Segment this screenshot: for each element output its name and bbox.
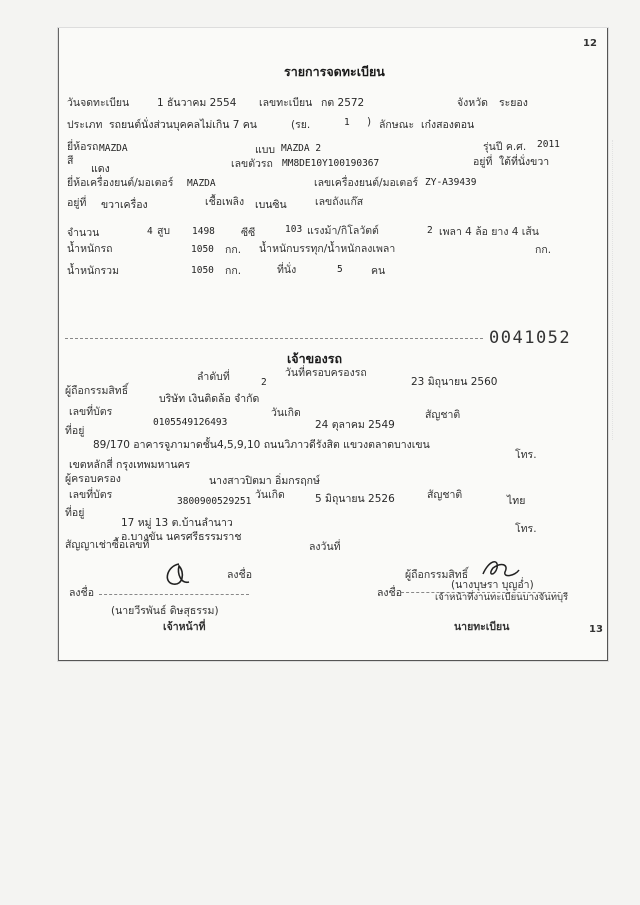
holder-label: ผู้ครอบครอง <box>65 473 121 485</box>
weight-value: 1050 <box>191 244 214 255</box>
total-label: น้ำหนักรวม <box>67 265 119 277</box>
order-value: 2 <box>261 377 267 388</box>
model-label: แบบ <box>255 144 276 156</box>
nationality2-label: สัญชาติ <box>427 489 463 501</box>
tel-label-2: โทร. <box>515 523 537 535</box>
address2-label: ที่อยู่ <box>65 507 85 519</box>
gas-label: เลขถังแก๊ส <box>315 196 364 208</box>
scan-edge-artifact <box>612 140 633 440</box>
chassis-value: MM8DE10Y100190367 <box>282 158 380 169</box>
weight-label: น้ำหนักรถ <box>67 243 113 255</box>
officer-name: (นายวีรพันธ์ ดิษสุธรรม) <box>111 605 219 617</box>
registration-sheet <box>58 28 608 661</box>
holder-value: นางสาวปิตมา อิ่มกรฤกษ์ <box>209 475 320 487</box>
engine-brand-label: ยี่ห้อเครื่องยนต์/มอเตอร์ <box>67 177 174 189</box>
axle-value: 2 <box>427 225 433 236</box>
style-label: ลักษณะ <box>379 119 415 131</box>
reg-date-value: 1 ธันวาคม 2554 <box>157 97 237 109</box>
style-value: เก๋งสองตอน <box>421 119 475 131</box>
top-page-number: 12 <box>583 38 597 49</box>
brand-label: ยี่ห้อรถ <box>67 141 99 153</box>
officer-signed-label: ลงชื่อ <box>227 569 252 581</box>
axle-label: เพลา 4 ล้อ ยาง 4 เส้น <box>439 226 539 238</box>
contract-label: สัญญาเช่าซื้อเลขที่ <box>65 539 150 551</box>
nationality2-value: ไทย <box>507 495 526 507</box>
birth-label: วันเกิด <box>271 407 301 419</box>
possession-date-value: 23 มิถุนายน 2560 <box>411 376 498 388</box>
year-value: 2011 <box>537 139 560 150</box>
owner-serial-number: 0041052 <box>489 328 572 348</box>
count-label: จำนวน <box>67 227 100 239</box>
engine-no-label: เลขเครื่องยนต์/มอเตอร์ <box>314 177 419 189</box>
birth2-label: วันเกิด <box>255 489 285 501</box>
color-label: สี <box>67 155 74 167</box>
chassis-label: เลขตัวรถ <box>231 158 273 170</box>
bottom-page-number: 13 <box>589 624 603 635</box>
id2-label: เลขที่บัตร <box>69 489 113 501</box>
owner-label: ผู้ถือกรรมสิทธิ์ <box>65 385 129 397</box>
person-label: คน <box>371 265 386 277</box>
at-value: ขวาเครื่อง <box>101 199 148 211</box>
rs-value: 1 <box>344 117 350 128</box>
rs-label: (รย. <box>291 119 311 131</box>
brand-value: MAZDA <box>99 143 128 154</box>
registrar-sub-name: เจ้าหน้าที่งานทะเบียนบางจันทบุรี <box>435 592 569 603</box>
reg-no-value: กต 2572 <box>321 97 365 109</box>
owner-sign-label: ผู้ถือกรรมสิทธิ์ <box>405 569 469 581</box>
rs-close: ) <box>367 116 372 128</box>
color-value: แดง <box>91 163 110 175</box>
owner-section-title: เจ้าของรถ <box>287 351 343 366</box>
id-label: เลขที่บัตร <box>69 406 113 418</box>
seat-label: ที่นั่ง <box>277 264 297 276</box>
hp-label: แรงม้า/กิโลวัตต์ <box>307 225 379 237</box>
order-label: ลำดับที่ <box>197 371 230 383</box>
address2-value-2: อ.บางขัน นครศรีธรรมราช <box>121 531 242 543</box>
model-value: MAZDA 2 <box>281 143 322 154</box>
address-value: 89/170 อาคารจูภามาดชั้น4,5,9,10 ถนนวิภาวดีรังสิต แขวงตลาดบางเขน <box>93 439 430 451</box>
load-label: น้ำหนักบรรทุก/น้ำหนักลงเพลา <box>259 243 396 255</box>
tel-label-1: โทร. <box>515 449 537 461</box>
birth2-value: 5 มิถุนายน 2526 <box>315 493 395 505</box>
hp-value: 103 <box>285 224 303 235</box>
registration-title: รายการจดทะเบียน <box>284 64 385 79</box>
nationality-label: สัญชาติ <box>425 409 461 421</box>
kg-label-1: กก. <box>225 244 242 256</box>
total-value: 1050 <box>191 265 214 276</box>
contract-date-label: ลงวันที่ <box>309 541 341 553</box>
fuel-label: เชื้อเพลิง <box>205 196 245 208</box>
section-divider <box>65 338 483 339</box>
province-value: ระยอง <box>499 97 528 109</box>
type-value: รถยนต์นั่งส่วนบุคคลไม่เกิน 7 คน <box>109 119 257 131</box>
id2-value: 3800900529251 <box>177 496 252 507</box>
officer-signature-line <box>99 594 249 595</box>
registrar-title: นายทะเบียน <box>454 621 510 633</box>
officer-signature-scribble <box>157 560 197 590</box>
possession-date-label: วันที่ครอบครองรถ <box>285 367 367 379</box>
reg-no-label: เลขทะเบียน <box>259 97 313 109</box>
year-label: รุ่นปี ค.ศ. <box>483 141 527 153</box>
address-label: ที่อยู่ <box>65 425 85 437</box>
reg-date-label: วันจดทะเบียน <box>67 97 130 109</box>
province-label: จังหวัด <box>457 97 488 109</box>
type-label: ประเภท <box>67 119 103 131</box>
address-value-2: เขตหลักสี่ กรุงเทพมหานคร <box>69 459 191 471</box>
seat-value: 5 <box>337 264 343 275</box>
at-label: อยู่ที่ <box>67 197 87 209</box>
engine-no-value: ZY-A39439 <box>425 177 477 188</box>
officer-signed-label-2: ลงชื่อ <box>69 587 94 599</box>
fuel-value: เบนซิน <box>255 199 287 211</box>
owner-value: บริษัท เงินติดล้อ จำกัด <box>159 393 260 405</box>
cc-label: ซีซี <box>241 227 256 239</box>
owner-sign-name: (นางบุษรา บุญอ่ำ) <box>451 579 534 591</box>
location-value: ใต้ที่นั่งขวา <box>499 156 550 168</box>
officer-title: เจ้าหน้าที่ <box>163 621 206 633</box>
kg-label-2: กก. <box>535 244 552 256</box>
birth-value: 24 ตุลาคม 2549 <box>315 419 395 431</box>
location-label: อยู่ที่ <box>473 156 493 168</box>
address2-value: 17 หมู่ 13 ต.บ้านลำนาว <box>121 517 233 529</box>
id-value: 0105549126493 <box>153 417 228 428</box>
cyl-label: สูบ <box>157 225 171 237</box>
cc-value: 1498 <box>192 226 215 237</box>
engine-brand-value: MAZDA <box>187 178 216 189</box>
registrar-signed-label: ลงชื่อ <box>377 587 402 599</box>
count-value: 4 <box>147 226 153 237</box>
kg-label-3: กก. <box>225 265 242 277</box>
